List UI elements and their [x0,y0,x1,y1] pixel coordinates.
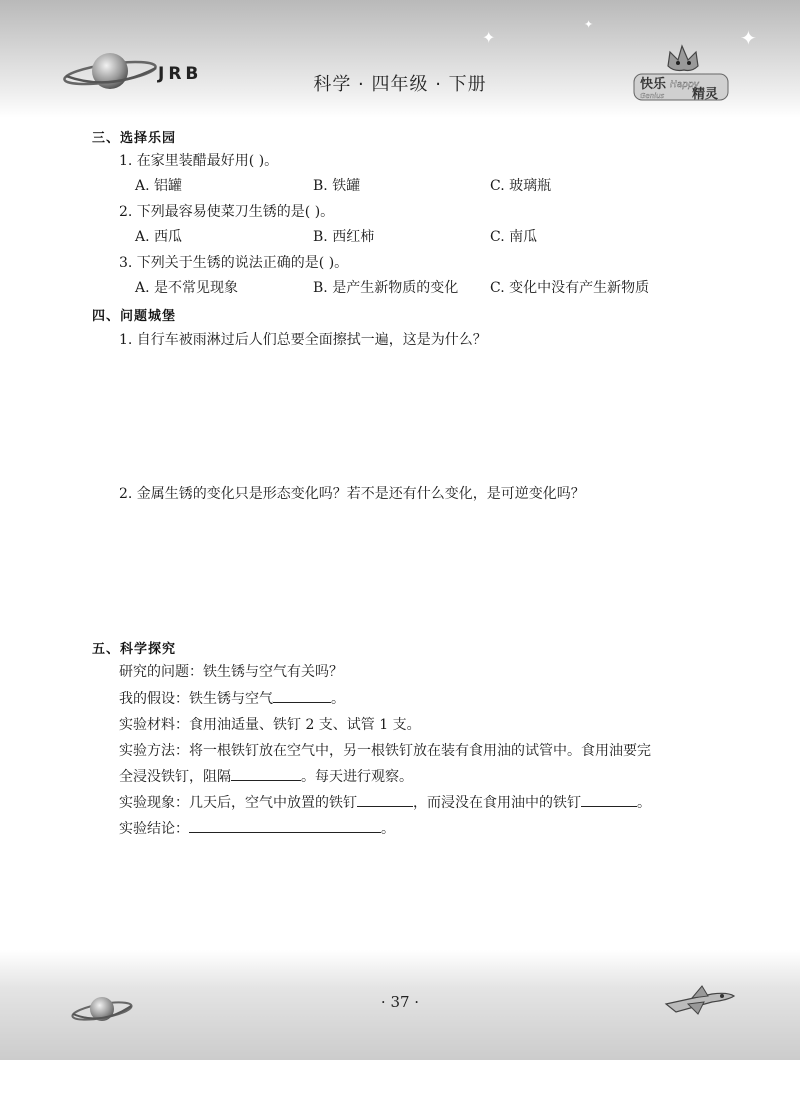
method-line-1: 实验方法：将一根铁钉放在空气中，另一根铁钉放在装有食用油的试管中。食用油要完 [119,743,651,759]
question-text: 2. 金属生锈的变化只是形态变化吗？若不是还有什么变化，是可逆变化吗？ [119,486,585,502]
question-text: 3. 下列关于生锈的说法正确的是( )。 [119,255,349,271]
hypothesis-suffix: 。 [331,691,345,707]
answer-blank[interactable] [231,766,301,781]
option-a: A. 是不常见现象 [135,280,239,296]
section-title-inquiry: 五、科学探究 [92,642,177,657]
series-code: JRB [158,64,203,84]
option-a: A. 西瓜 [135,229,183,245]
hypothesis-prefix: 我的假设：铁生锈与空气 [119,691,273,707]
option-c: C. 南瓜 [490,229,538,245]
option-b: B. 西红柿 [313,229,375,245]
question-text: 1. 在家里装醋最好用( )。 [119,153,279,169]
method-prefix: 全浸没铁钉，阻隔 [119,769,231,785]
option-c: C. 玻璃瓶 [490,178,552,194]
answer-blank[interactable] [273,688,331,703]
phenomenon-line [119,792,651,812]
option-b: B. 铁罐 [313,178,361,194]
materials-line: 实验材料：食用油适量、铁钉 2 支、试管 1 支。 [119,717,421,733]
section-title-questions: 四、问题城堡 [92,309,177,324]
answer-blank[interactable] [357,792,413,807]
book-title: 科学 · 四年级 · 下册 [313,74,487,95]
hypothesis-line [119,688,345,708]
section-title-choice: 三、选择乐园 [92,131,177,146]
option-b: B. 是产生新物质的变化 [313,280,459,296]
svg-text:Genius: Genius [640,92,665,100]
sparkle-icon: ✦ [740,26,757,50]
conclusion-suffix: 。 [381,821,395,837]
method-line-2 [119,766,413,786]
sparkle-icon: ✦ [482,28,496,47]
svg-text:快乐: 快乐 [640,77,667,92]
svg-text:Happy: Happy [670,80,700,90]
question-text: 1. 自行车被雨淋过后人们总要全面擦拭一遍，这是为什么？ [119,332,487,348]
method-suffix: 。每天进行观察。 [301,769,413,785]
answer-blank[interactable] [581,792,637,807]
phenomenon-middle: ，而浸没在食用油中的铁钉 [413,795,581,811]
phenomenon-prefix: 实验现象：几天后，空气中放置的铁钉 [119,795,357,811]
answer-blank[interactable] [189,818,381,833]
page-number: · 37 · [380,993,420,1011]
conclusion-prefix: 实验结论： [119,821,189,837]
phenomenon-suffix: 。 [637,795,651,811]
space-shuttle-icon [662,982,736,1016]
happy-genie-logo [626,42,736,106]
conclusion-line [119,818,395,838]
question-text: 2. 下列最容易使菜刀生锈的是( )。 [119,204,335,220]
svg-text:精灵: 精灵 [692,87,719,102]
research-question: 研究的问题：铁生锈与空气有关吗？ [119,664,343,680]
option-a: A. 铝罐 [135,178,183,194]
option-c: C. 变化中没有产生新物质 [490,280,650,296]
sparkle-icon: ✦ [584,18,594,31]
